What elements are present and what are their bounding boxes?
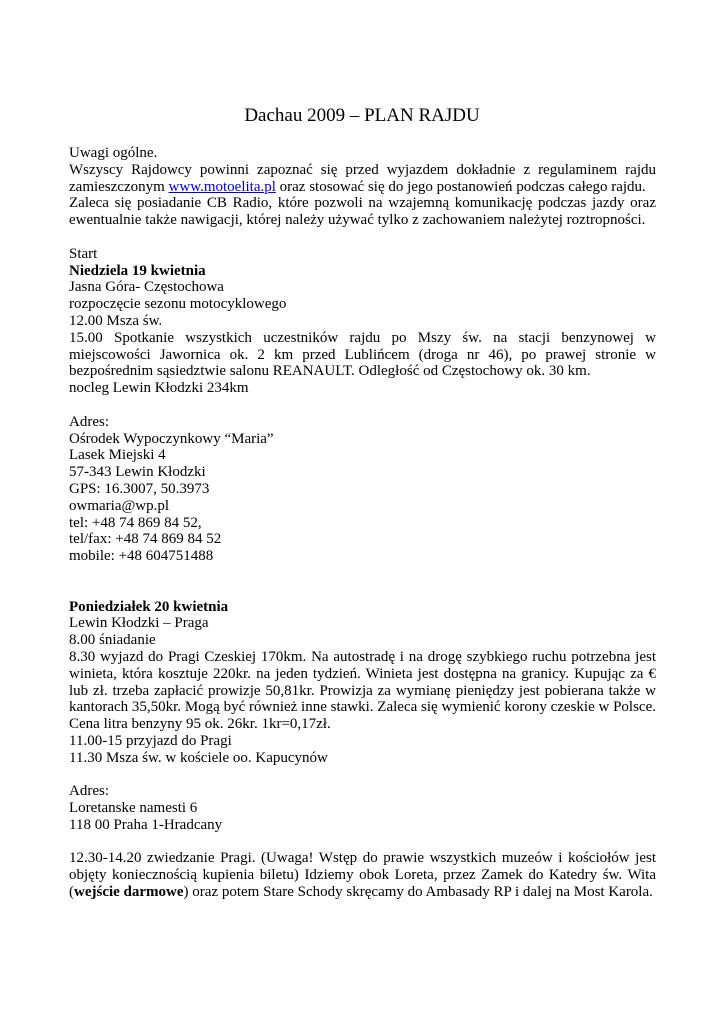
day2-date: Poniedziałek 20 kwietnia	[69, 598, 229, 615]
day1-event: rozpoczęcie sezonu motocyklowego	[69, 296, 287, 313]
day2-address-label: Adres:	[69, 783, 109, 800]
document-body	[69, 145, 656, 901]
day1-address-tel: tel: +48 74 869 84 52,	[69, 514, 202, 531]
start-label: Start	[69, 245, 98, 262]
day2-arrival: 11.00-15 przyjazd do Pragi	[69, 732, 232, 749]
general-notes-text-b: oraz stosować się do jego postanowień podczas całego rajdu.	[275, 178, 646, 195]
day2-tour-bold: wejście darmowe	[74, 884, 184, 901]
day1-mass: 12.00 Msza św.	[69, 312, 163, 329]
day1-address-city: 57-343 Lewin Kłodzki	[69, 464, 206, 481]
day1-address-gps: GPS: 16.3007, 50.3973	[69, 480, 210, 497]
day1-address-telfax: tel/fax: +48 74 869 84 52	[69, 531, 222, 548]
motoelita-link[interactable]: www.motoelita.pl	[168, 178, 276, 195]
day1-meeting: 15.00 Spotkanie wszystkich uczestników rajdu po Mszy św. na stacji benzynowej w miejscowości Jawornica ok. 2 km przed Lublińcem (droga nr 46), po prawej stronie w bezpośrednim sąsiedztwie salonu REANAULT. Odległość od Częstochowy ok. 30 km.	[69, 329, 656, 380]
page-title: Dachau 2009 – PLAN RAJDU	[244, 105, 480, 126]
day2-breakfast: 8.00 śniadanie	[69, 632, 156, 649]
general-notes-text-a: Wszyscy Rajdowcy powinni zapoznać się przed wyjazdem dokładnie z regulaminem rajdu zamieszczonym	[69, 161, 656, 195]
day1-address-street: Lasek Miejski 4	[69, 447, 166, 464]
day1-address-mobile: mobile: +48 604751488	[69, 548, 214, 565]
day1-address-email: owmaria@wp.pl	[69, 497, 170, 514]
day1-date: Niedziela 19 kwietnia	[69, 262, 206, 279]
day2-address-city: 118 00 Praha 1-Hradcany	[69, 816, 223, 833]
day1-address-label: Adres:	[69, 413, 109, 430]
day2-tour-text-a: 12.30-14.20 zwiedzanie Pragi. (Uwaga! Wstęp do prawie wszystkich muzeów i kościołów jest objęty koniecznością kupienia biletu) Idziemy obok Loreta, przez Zamek do Katedry św. Wita (	[69, 850, 656, 901]
day1-address-name: Ośrodek Wypoczynkowy “Maria”	[69, 430, 274, 447]
general-notes-paragraph-2: Zaleca się posiadanie CB Radio, które pozwoli na wzajemną komunikację podczas jazdy oraz ewentualnie także nawigacji, której należy używać tylko z zachowaniem należytej roztropności.	[69, 195, 656, 229]
day2-tour	[69, 850, 656, 900]
day2-tour-text-b: ) oraz potem Stare Schody skręcamy do Ambasady RP i dalej na Most Karola.	[183, 884, 653, 901]
day2-address-street: Loretanske namesti 6	[69, 800, 198, 817]
day2-departure: 8.30 wyjazd do Pragi Czeskiej 170km. Na autostradę i na drogę szybkiego ruchu potrzebna jest winieta, która kosztuje 220kr. na jeden tydzień. Winieta jest dostępna na granicy. Kupując za € lub zł. trzeba zapłacić prowizje 50,81kr. Prowizja za wymianę pieniędzy jest pobierana także w kantorach 35,50kr. Mogą być również inne stawki. Zaleca się wymienić korony czeskie w Polsce. Cena litra benzyny 95 ok. 26kr. 1kr=0,17zł.	[69, 648, 656, 733]
general-notes-paragraph-1	[69, 162, 656, 196]
day1-place: Jasna Góra- Częstochowa	[69, 279, 224, 296]
day2-route: Lewin Kłodzki – Praga	[69, 615, 209, 632]
day1-night: nocleg Lewin Kłodzki 234km	[69, 380, 249, 397]
day2-mass: 11.30 Msza św. w kościele oo. Kapucynów	[69, 749, 328, 766]
general-notes-heading: Uwagi ogólne.	[69, 145, 158, 161]
